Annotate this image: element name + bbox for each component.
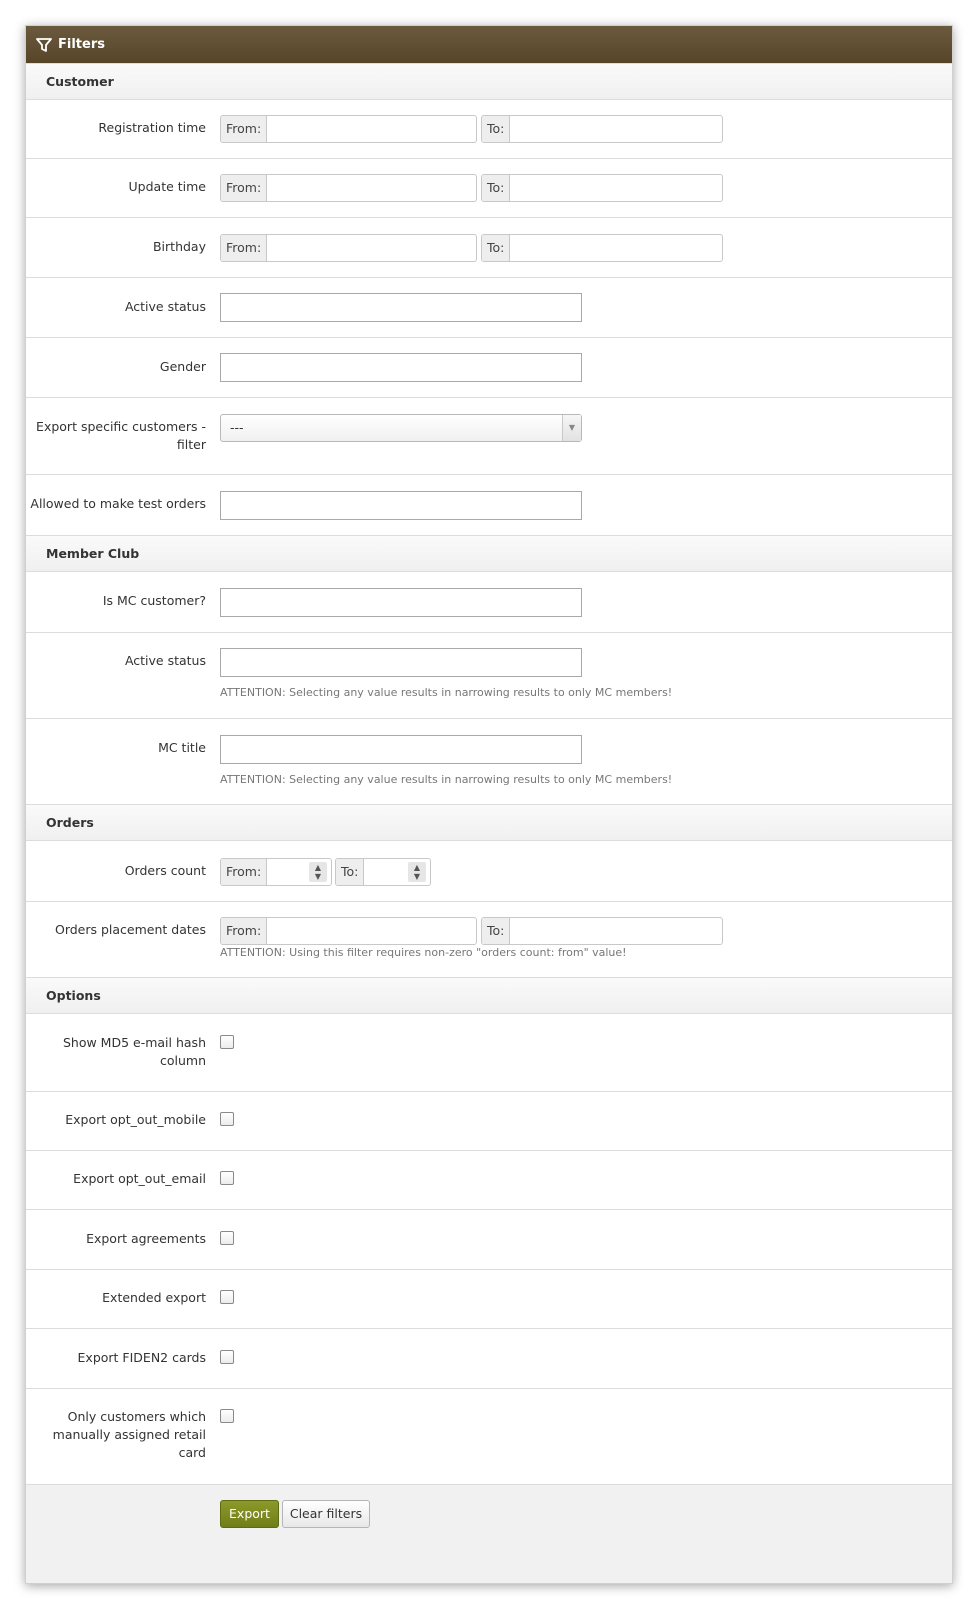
label-line: Show MD5 e-mail hash <box>62 1035 206 1050</box>
opt-out-email-checkbox[interactable] <box>220 1171 234 1185</box>
agreements-label: Export agreements <box>86 1231 206 1246</box>
to-addon: To: <box>482 235 510 261</box>
retail-card-label <box>26 1408 206 1462</box>
form-footer <box>26 1484 952 1583</box>
divider <box>26 337 952 338</box>
filter-icon <box>36 37 52 53</box>
md5-checkbox[interactable] <box>220 1035 234 1049</box>
divider <box>26 718 952 719</box>
to-addon: To: <box>482 116 510 142</box>
fiden2-label: Export FIDEN2 cards <box>77 1350 206 1365</box>
chevron-down-icon: ▼ <box>562 415 581 441</box>
gender-input[interactable] <box>220 353 582 382</box>
update-time-to[interactable] <box>481 174 723 202</box>
stepper-arrows-icon[interactable]: ▲ ▼ <box>408 862 426 882</box>
stepper-arrows-icon[interactable]: ▲ ▼ <box>309 862 327 882</box>
mc-active-status-label: Active status <box>124 653 206 668</box>
mc-active-status-hint: ATTENTION: Selecting any value results in narrowing results to only MC members! <box>220 686 673 699</box>
label-line: column <box>159 1053 206 1068</box>
gender-label: Gender <box>159 359 206 374</box>
mc-active-status-input[interactable] <box>220 648 582 677</box>
mc-title-input[interactable] <box>220 735 582 764</box>
from-addon: From: <box>221 116 267 142</box>
is-mc-customer-label: Is MC customer? <box>102 593 206 608</box>
opt-out-email-label: Export opt_out_email <box>73 1171 206 1186</box>
from-addon: From: <box>221 235 267 261</box>
placement-dates-to[interactable] <box>481 917 723 945</box>
to-addon: To: <box>336 859 364 885</box>
is-mc-customer-input[interactable] <box>220 588 582 617</box>
divider <box>26 397 952 398</box>
placement-dates-label: Orders placement dates <box>54 922 206 937</box>
registration-time-label: Registration time <box>98 120 206 135</box>
section-member-club: Member Club <box>26 535 952 572</box>
label-line: Export specific customers - <box>36 419 206 434</box>
md5-label <box>26 1034 206 1070</box>
extended-export-label: Extended export <box>102 1290 206 1305</box>
select-value: --- <box>230 420 244 435</box>
extended-export-checkbox[interactable] <box>220 1290 234 1304</box>
divider <box>26 1091 952 1092</box>
divider <box>26 1150 952 1151</box>
label-line: manually assigned retail <box>52 1427 206 1442</box>
mc-title-hint: ATTENTION: Selecting any value results in narrowing results to only MC members! <box>220 773 673 786</box>
panel-title: Filters <box>58 37 105 52</box>
export-specific-select[interactable] <box>220 414 582 442</box>
orders-count-to[interactable] <box>335 858 431 886</box>
divider <box>26 474 952 475</box>
divider <box>26 277 952 278</box>
export-button[interactable]: Export <box>220 1500 279 1528</box>
label-line: Only customers which <box>67 1409 206 1424</box>
registration-time-to[interactable] <box>481 115 723 143</box>
section-customer: Customer <box>26 63 952 100</box>
to-addon: To: <box>482 918 510 944</box>
mc-title-label: MC title <box>158 740 206 755</box>
opt-out-mobile-label: Export opt_out_mobile <box>65 1112 206 1127</box>
placement-dates-hint: ATTENTION: Using this filter requires non-zero "orders count: from" value! <box>220 946 627 959</box>
orders-count-label: Orders count <box>124 863 206 878</box>
divider <box>26 901 952 902</box>
birthday-label: Birthday <box>152 239 206 254</box>
fiden2-checkbox[interactable] <box>220 1350 234 1364</box>
clear-filters-button[interactable]: Clear filters <box>282 1500 370 1528</box>
from-addon: From: <box>221 918 267 944</box>
divider <box>26 1388 952 1389</box>
update-time-label: Update time <box>128 179 206 194</box>
label-line: filter <box>176 437 206 452</box>
birthday-to[interactable] <box>481 234 723 262</box>
active-status-label: Active status <box>124 299 206 314</box>
divider <box>26 1328 952 1329</box>
retail-card-checkbox[interactable] <box>220 1409 234 1423</box>
from-addon: From: <box>221 175 267 201</box>
section-orders: Orders <box>26 804 952 841</box>
agreements-checkbox[interactable] <box>220 1231 234 1245</box>
divider <box>26 158 952 159</box>
birthday-from[interactable] <box>220 234 477 262</box>
panel-header <box>26 26 952 63</box>
test-orders-label: Allowed to make test orders <box>30 496 206 511</box>
registration-time-from[interactable] <box>220 115 477 143</box>
divider <box>26 632 952 633</box>
from-addon: From: <box>221 859 267 885</box>
section-options: Options <box>26 977 952 1014</box>
placement-dates-from[interactable] <box>220 917 477 945</box>
export-specific-label <box>26 418 206 454</box>
divider <box>26 1209 952 1210</box>
divider <box>26 217 952 218</box>
test-orders-input[interactable] <box>220 491 582 520</box>
update-time-from[interactable] <box>220 174 477 202</box>
opt-out-mobile-checkbox[interactable] <box>220 1112 234 1126</box>
filters-panel <box>25 25 953 1584</box>
orders-count-from[interactable] <box>220 858 332 886</box>
label-line: card <box>178 1445 206 1460</box>
active-status-input[interactable] <box>220 293 582 322</box>
to-addon: To: <box>482 175 510 201</box>
divider <box>26 1269 952 1270</box>
